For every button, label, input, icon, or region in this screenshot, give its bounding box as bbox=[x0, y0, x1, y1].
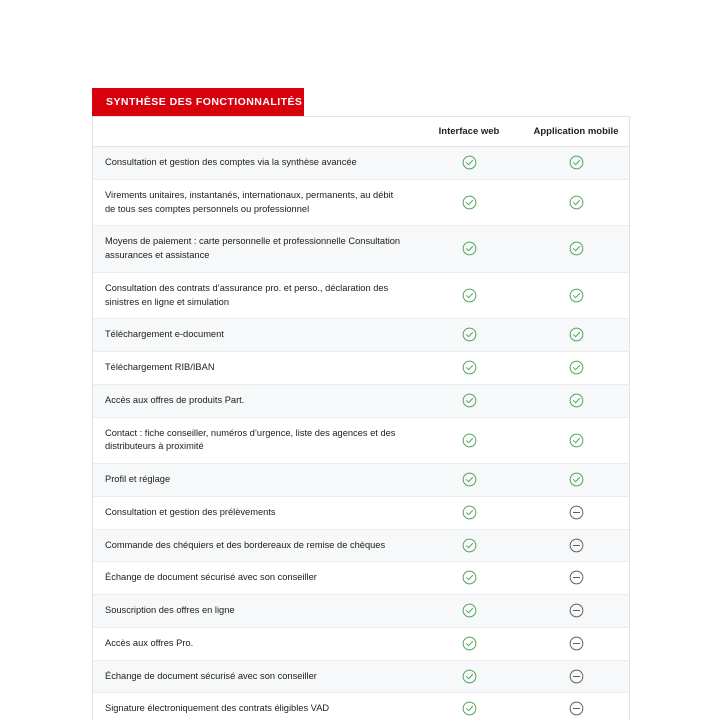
column-header-web: Interface web bbox=[415, 117, 523, 147]
cell-web bbox=[415, 595, 523, 628]
cell-web bbox=[415, 147, 523, 180]
cell-web bbox=[415, 464, 523, 497]
cell-mobile bbox=[523, 595, 629, 628]
table-row bbox=[93, 660, 629, 693]
check-circle-icon bbox=[462, 155, 477, 170]
check-circle-icon bbox=[569, 195, 584, 210]
cell-mobile bbox=[523, 660, 629, 693]
table-header-row bbox=[93, 117, 629, 147]
feature-comparison-table bbox=[93, 117, 629, 720]
cell-feature bbox=[93, 147, 415, 180]
check-circle-icon bbox=[462, 393, 477, 408]
cell-mobile bbox=[523, 693, 629, 720]
cell-web bbox=[415, 352, 523, 385]
feature-label: Accès aux offres Pro. bbox=[105, 637, 194, 648]
cell-feature bbox=[93, 352, 415, 385]
cell-web bbox=[415, 562, 523, 595]
cell-mobile bbox=[523, 226, 629, 273]
cell-mobile bbox=[523, 272, 629, 319]
feature-label: Profil et réglage bbox=[105, 474, 171, 484]
column-header-mobile: Application mobile bbox=[523, 117, 629, 147]
cell-web bbox=[415, 417, 523, 464]
table-row bbox=[93, 562, 629, 595]
cell-mobile bbox=[523, 352, 629, 385]
section-title-badge bbox=[92, 88, 304, 116]
check-circle-icon bbox=[569, 393, 584, 408]
check-circle-icon bbox=[462, 360, 477, 375]
table-row bbox=[93, 417, 629, 464]
check-circle-icon bbox=[569, 155, 584, 170]
table-row bbox=[93, 272, 629, 319]
feature-label: Contact : fiche conseiller, numéros d’urgence, liste des agences et des distributeurs à proximité bbox=[105, 427, 396, 452]
cell-web bbox=[415, 384, 523, 417]
cell-web bbox=[415, 496, 523, 529]
feature-label: Moyens de paiement : carte personnelle et professionnelle Consultation assurances et assistance bbox=[105, 236, 401, 260]
cell-mobile bbox=[523, 529, 629, 562]
check-circle-icon bbox=[569, 433, 584, 448]
cell-web bbox=[415, 319, 523, 352]
cell-mobile bbox=[523, 319, 629, 352]
check-circle-icon bbox=[462, 538, 477, 553]
cell-feature bbox=[93, 384, 415, 417]
column-header-feature bbox=[93, 117, 415, 147]
table-body bbox=[93, 147, 629, 720]
cell-feature bbox=[93, 627, 415, 660]
check-circle-icon bbox=[569, 288, 584, 303]
check-circle-icon bbox=[462, 195, 477, 210]
table-row bbox=[93, 352, 629, 385]
feature-label: Téléchargement e-document bbox=[105, 329, 224, 340]
minus-circle-icon bbox=[569, 603, 584, 618]
feature-label: Téléchargement RIB/IBAN bbox=[105, 362, 215, 372]
check-circle-icon bbox=[462, 472, 477, 487]
check-circle-icon bbox=[462, 636, 477, 651]
check-circle-icon bbox=[569, 472, 584, 487]
cell-mobile bbox=[523, 147, 629, 180]
cell-feature bbox=[93, 496, 415, 529]
feature-label: Virements unitaires, instantanés, internationaux, permanents, au débit de tous ses comptes personnels ou professionnel bbox=[105, 189, 394, 214]
section-title-label: SYNTHÈSE DES FONCTIONNALITÉS bbox=[106, 95, 303, 108]
cell-web bbox=[415, 272, 523, 319]
table-row bbox=[93, 226, 629, 273]
cell-web bbox=[415, 179, 523, 226]
minus-circle-icon bbox=[569, 505, 584, 520]
cell-mobile bbox=[523, 179, 629, 226]
check-circle-icon bbox=[462, 288, 477, 303]
feature-label: Signature électroniquement des contrats éligibles VAD bbox=[105, 703, 330, 714]
cell-mobile bbox=[523, 464, 629, 497]
feature-label: Consultation et gestion des prélèvements bbox=[105, 506, 276, 517]
table-header bbox=[93, 117, 629, 147]
cell-web bbox=[415, 529, 523, 562]
table-row bbox=[93, 595, 629, 628]
table-row bbox=[93, 529, 629, 562]
table-row bbox=[93, 179, 629, 226]
check-circle-icon bbox=[462, 505, 477, 520]
check-circle-icon bbox=[569, 327, 584, 342]
table-row bbox=[93, 464, 629, 497]
cell-web bbox=[415, 627, 523, 660]
table-row bbox=[93, 384, 629, 417]
cell-feature bbox=[93, 319, 415, 352]
cell-mobile bbox=[523, 562, 629, 595]
check-circle-icon bbox=[462, 603, 477, 618]
cell-feature bbox=[93, 595, 415, 628]
cell-feature bbox=[93, 529, 415, 562]
cell-feature bbox=[93, 272, 415, 319]
cell-web bbox=[415, 660, 523, 693]
table-row bbox=[93, 147, 629, 180]
check-circle-icon bbox=[462, 433, 477, 448]
table-row bbox=[93, 319, 629, 352]
minus-circle-icon bbox=[569, 538, 584, 553]
feature-label: Commande des chéquiers et des bordereaux de remise de chèques bbox=[105, 539, 386, 550]
check-circle-icon bbox=[462, 701, 477, 716]
minus-circle-icon bbox=[569, 570, 584, 585]
cell-feature bbox=[93, 226, 415, 273]
feature-comparison-table-container bbox=[92, 116, 630, 720]
minus-circle-icon bbox=[569, 669, 584, 684]
cell-feature bbox=[93, 693, 415, 720]
minus-circle-icon bbox=[569, 701, 584, 716]
check-circle-icon bbox=[462, 241, 477, 256]
cell-mobile bbox=[523, 496, 629, 529]
check-circle-icon bbox=[462, 570, 477, 585]
check-circle-icon bbox=[569, 241, 584, 256]
cell-mobile bbox=[523, 417, 629, 464]
cell-feature bbox=[93, 660, 415, 693]
cell-mobile bbox=[523, 384, 629, 417]
feature-label: Échange de document sécurisé avec son conseiller bbox=[105, 670, 317, 681]
table-row bbox=[93, 693, 629, 720]
check-circle-icon bbox=[462, 327, 477, 342]
table-row bbox=[93, 627, 629, 660]
check-circle-icon bbox=[462, 669, 477, 684]
cell-feature bbox=[93, 464, 415, 497]
feature-label: Consultation des contrats d’assurance pro. et perso., déclaration des sinistres en ligne et simulation bbox=[105, 282, 389, 307]
table-row bbox=[93, 496, 629, 529]
cell-feature bbox=[93, 562, 415, 595]
feature-label: Échange de document sécurisé avec son conseiller bbox=[105, 572, 317, 583]
minus-circle-icon bbox=[569, 636, 584, 651]
cell-feature bbox=[93, 179, 415, 226]
cell-mobile bbox=[523, 627, 629, 660]
cell-web bbox=[415, 226, 523, 273]
feature-label: Consultation et gestion des comptes via la synthèse avancée bbox=[105, 157, 357, 167]
feature-label: Accès aux offres de produits Part. bbox=[105, 394, 245, 405]
cell-web bbox=[415, 693, 523, 720]
check-circle-icon bbox=[569, 360, 584, 375]
feature-label: Souscription des offres en ligne bbox=[105, 605, 235, 615]
cell-feature bbox=[93, 417, 415, 464]
